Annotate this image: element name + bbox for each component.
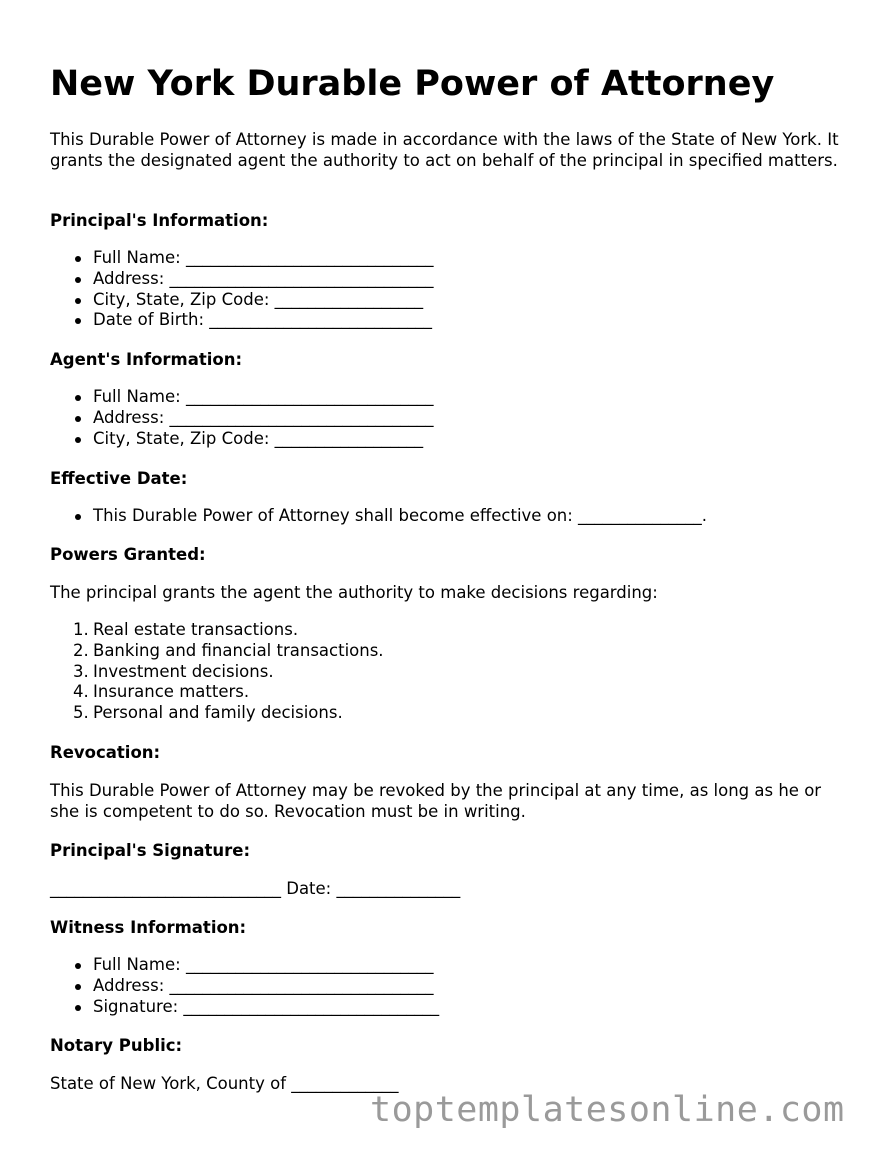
witness-address: Address: ________________________________ bbox=[50, 976, 439, 997]
witness-full-name: Full Name: ______________________________ bbox=[50, 955, 439, 976]
signature-line: ____________________________ Date: _______________ bbox=[50, 879, 461, 898]
witness-heading: Witness Information: bbox=[50, 918, 247, 937]
agent-full-name: Full Name: ______________________________ bbox=[50, 387, 434, 408]
witness-signature: Signature: _______________________________ bbox=[50, 997, 439, 1018]
power-item: 2. Banking and financial transactions. bbox=[73, 640, 384, 660]
principal-list bbox=[50, 248, 434, 331]
principal-address: Address: ________________________________ bbox=[50, 269, 434, 290]
revocation-heading: Revocation: bbox=[50, 743, 161, 762]
signature-heading: Principal's Signature: bbox=[50, 841, 251, 860]
notary-heading: Notary Public: bbox=[50, 1036, 183, 1055]
agent-address: Address: ________________________________ bbox=[50, 408, 434, 429]
power-item: 5. Personal and family decisions. bbox=[73, 703, 343, 723]
agent-heading: Agent's Information: bbox=[50, 350, 243, 369]
power-item: 4. Insurance matters. bbox=[73, 682, 250, 702]
agent-city-state-zip: City, State, Zip Code: __________________ bbox=[50, 429, 434, 450]
page-title: New York Durable Power of Attorney bbox=[50, 64, 775, 104]
principal-city-state-zip: City, State, Zip Code: __________________ bbox=[50, 290, 434, 311]
principal-heading: Principal's Information: bbox=[50, 211, 269, 230]
power-item: 1. Real estate transactions. bbox=[73, 620, 299, 639]
watermark-text: toptemplatesonline.com bbox=[370, 1090, 845, 1130]
powers-intro: The principal grants the agent the authority to make decisions regarding: bbox=[50, 583, 658, 602]
powers-heading: Powers Granted: bbox=[50, 545, 206, 564]
intro-paragraph: This Durable Power of Attorney is made in accordance with the laws of the State of New York. It grants the designated agent the authority to act on behalf of the principal in specified matters. bbox=[50, 130, 839, 170]
witness-list bbox=[50, 955, 439, 1017]
principal-date-of-birth: Date of Birth: ___________________________ bbox=[50, 310, 434, 331]
power-item: 3. Investment decisions. bbox=[73, 661, 274, 681]
effective-date-heading: Effective Date: bbox=[50, 469, 188, 488]
agent-list bbox=[50, 387, 434, 449]
principal-full-name: Full Name: ______________________________ bbox=[50, 248, 434, 269]
revocation-text: This Durable Power of Attorney may be revoked by the principal at any time, as long as he or she is competent to do so. Revocation must be in writing. bbox=[50, 781, 822, 821]
effective-date-list bbox=[50, 506, 707, 527]
effective-date-item: This Durable Power of Attorney shall become effective on: _______________. bbox=[50, 506, 707, 527]
powers-list bbox=[50, 620, 384, 724]
notary-county-line: State of New York, County of _____________ bbox=[50, 1074, 399, 1093]
